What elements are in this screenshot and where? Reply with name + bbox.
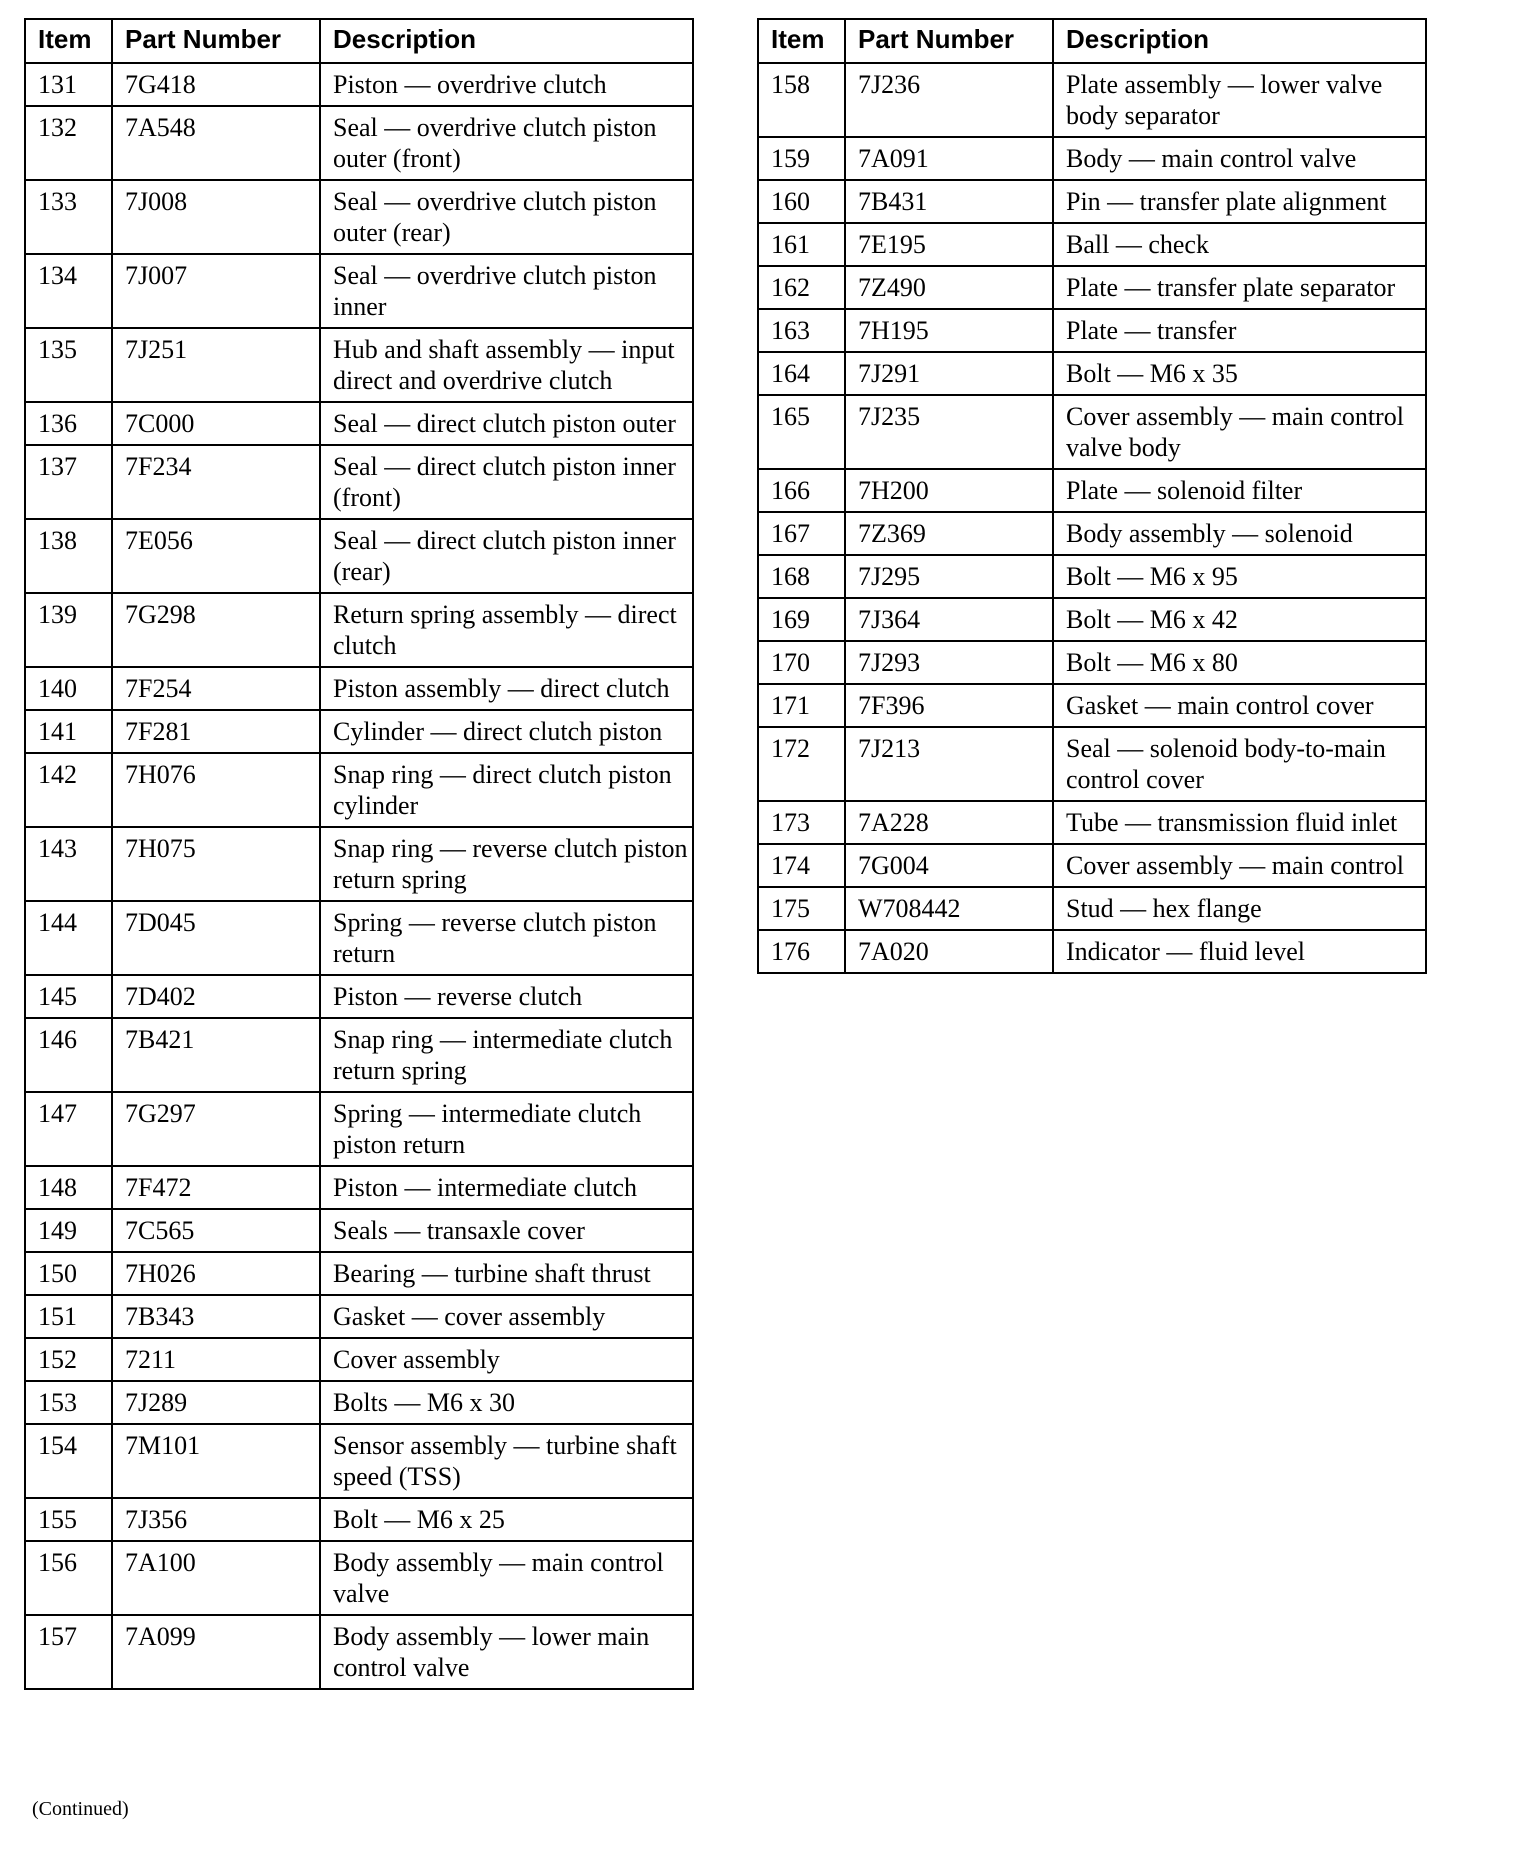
table-row	[25, 1092, 693, 1166]
part-number-cell: 7C565	[112, 1209, 320, 1252]
table-row	[758, 684, 1426, 727]
part-number-cell: 7F281	[112, 710, 320, 753]
part-number-cell: 7C000	[112, 402, 320, 445]
item-cell: 160	[758, 180, 845, 223]
description-cell: Tube — transmission fluid inlet	[1053, 801, 1426, 844]
description-cell: Gasket — cover assembly	[320, 1295, 693, 1338]
part-number-cell: 7G004	[845, 844, 1053, 887]
part-number-column-header: Part Number	[112, 19, 320, 63]
description-cell: Bearing — turbine shaft thrust	[320, 1252, 693, 1295]
continued-note: (Continued)	[32, 1798, 129, 1820]
description-cell: Body assembly — main control valve	[320, 1541, 693, 1615]
table-row	[25, 402, 693, 445]
part-number-cell: 7211	[112, 1338, 320, 1381]
part-number-cell: 7F234	[112, 445, 320, 519]
description-cell: Snap ring — direct clutch piston cylinder	[320, 753, 693, 827]
table-row	[25, 753, 693, 827]
description-cell: Plate — solenoid filter	[1053, 469, 1426, 512]
part-number-cell: 7J291	[845, 352, 1053, 395]
description-cell: Seal — direct clutch piston inner (front)	[320, 445, 693, 519]
item-cell: 147	[25, 1092, 112, 1166]
table-row	[758, 727, 1426, 801]
table-row	[758, 309, 1426, 352]
item-cell: 169	[758, 598, 845, 641]
item-column-header: Item	[758, 19, 845, 63]
table-row	[758, 469, 1426, 512]
description-cell: Bolt — M6 x 80	[1053, 641, 1426, 684]
item-cell: 149	[25, 1209, 112, 1252]
part-number-cell: 7J235	[845, 395, 1053, 469]
item-cell: 172	[758, 727, 845, 801]
item-cell: 133	[25, 180, 112, 254]
part-number-cell: 7F254	[112, 667, 320, 710]
description-cell: Plate assembly — lower valve body separator	[1053, 63, 1426, 137]
item-cell: 162	[758, 266, 845, 309]
table-row	[25, 827, 693, 901]
part-number-cell: 7H026	[112, 1252, 320, 1295]
item-cell: 161	[758, 223, 845, 266]
description-column-header: Description	[320, 19, 693, 63]
table-row	[25, 710, 693, 753]
table-row	[25, 975, 693, 1018]
table-row	[25, 1381, 693, 1424]
description-cell: Body assembly — lower main control valve	[320, 1615, 693, 1689]
table-row	[758, 887, 1426, 930]
description-cell: Seal — direct clutch piston outer	[320, 402, 693, 445]
item-cell: 138	[25, 519, 112, 593]
item-cell: 157	[25, 1615, 112, 1689]
item-column-header: Item	[25, 19, 112, 63]
item-cell: 143	[25, 827, 112, 901]
part-number-cell: 7J008	[112, 180, 320, 254]
part-number-cell: 7Z369	[845, 512, 1053, 555]
description-column-header: Description	[1053, 19, 1426, 63]
description-cell: Plate — transfer	[1053, 309, 1426, 352]
table-row	[25, 1541, 693, 1615]
table-row	[758, 180, 1426, 223]
part-number-cell: 7J236	[845, 63, 1053, 137]
part-number-cell: 7F472	[112, 1166, 320, 1209]
description-cell: Bolt — M6 x 42	[1053, 598, 1426, 641]
item-cell: 155	[25, 1498, 112, 1541]
description-cell: Return spring assembly — direct clutch	[320, 593, 693, 667]
part-number-cell: 7D045	[112, 901, 320, 975]
part-number-cell: 7B343	[112, 1295, 320, 1338]
item-cell: 150	[25, 1252, 112, 1295]
item-cell: 164	[758, 352, 845, 395]
description-cell: Cylinder — direct clutch piston	[320, 710, 693, 753]
part-number-cell: W708442	[845, 887, 1053, 930]
table-row	[25, 106, 693, 180]
part-number-cell: 7J364	[845, 598, 1053, 641]
description-cell: Ball — check	[1053, 223, 1426, 266]
table-row	[758, 598, 1426, 641]
table-row	[758, 801, 1426, 844]
table-row	[758, 63, 1426, 137]
description-cell: Hub and shaft assembly — input direct and overdrive clutch	[320, 328, 693, 402]
item-cell: 146	[25, 1018, 112, 1092]
part-number-cell: 7G418	[112, 63, 320, 106]
table-header-row	[758, 19, 1426, 63]
table-row	[758, 137, 1426, 180]
table-row	[25, 593, 693, 667]
part-number-cell: 7E056	[112, 519, 320, 593]
part-number-cell: 7H075	[112, 827, 320, 901]
description-cell: Seal — overdrive clutch piston inner	[320, 254, 693, 328]
description-cell: Cover assembly	[320, 1338, 693, 1381]
item-cell: 175	[758, 887, 845, 930]
part-number-cell: 7D402	[112, 975, 320, 1018]
part-number-cell: 7M101	[112, 1424, 320, 1498]
item-cell: 154	[25, 1424, 112, 1498]
item-cell: 167	[758, 512, 845, 555]
table-row	[25, 254, 693, 328]
parts-table-left-body	[25, 63, 693, 1689]
part-number-cell: 7Z490	[845, 266, 1053, 309]
item-cell: 141	[25, 710, 112, 753]
table-row	[25, 1209, 693, 1252]
item-cell: 166	[758, 469, 845, 512]
table-row	[25, 1615, 693, 1689]
table-row	[25, 445, 693, 519]
description-cell: Seal — overdrive clutch piston outer (front)	[320, 106, 693, 180]
part-number-column-header: Part Number	[845, 19, 1053, 63]
item-cell: 158	[758, 63, 845, 137]
part-number-cell: 7A548	[112, 106, 320, 180]
item-cell: 142	[25, 753, 112, 827]
table-row	[25, 1295, 693, 1338]
part-number-cell: 7G297	[112, 1092, 320, 1166]
description-cell: Stud — hex flange	[1053, 887, 1426, 930]
part-number-cell: 7A020	[845, 930, 1053, 973]
item-cell: 173	[758, 801, 845, 844]
table-row	[25, 1424, 693, 1498]
item-cell: 153	[25, 1381, 112, 1424]
description-cell: Bolt — M6 x 25	[320, 1498, 693, 1541]
description-cell: Piston — intermediate clutch	[320, 1166, 693, 1209]
parts-table-right	[757, 18, 1427, 974]
description-cell: Seal — overdrive clutch piston outer (rear)	[320, 180, 693, 254]
description-cell: Spring — reverse clutch piston return	[320, 901, 693, 975]
description-cell: Cover assembly — main control	[1053, 844, 1426, 887]
item-cell: 148	[25, 1166, 112, 1209]
description-cell: Spring — intermediate clutch piston return	[320, 1092, 693, 1166]
part-number-cell: 7A099	[112, 1615, 320, 1689]
table-row	[758, 512, 1426, 555]
description-cell: Bolt — M6 x 35	[1053, 352, 1426, 395]
item-cell: 168	[758, 555, 845, 598]
part-number-cell: 7J356	[112, 1498, 320, 1541]
item-cell: 136	[25, 402, 112, 445]
part-number-cell: 7E195	[845, 223, 1053, 266]
part-number-cell: 7F396	[845, 684, 1053, 727]
description-cell: Seal — direct clutch piston inner (rear)	[320, 519, 693, 593]
item-cell: 135	[25, 328, 112, 402]
description-cell: Body assembly — solenoid	[1053, 512, 1426, 555]
table-row	[758, 641, 1426, 684]
item-cell: 171	[758, 684, 845, 727]
item-cell: 144	[25, 901, 112, 975]
description-cell: Body — main control valve	[1053, 137, 1426, 180]
description-cell: Sensor assembly — turbine shaft speed (TSS)	[320, 1424, 693, 1498]
description-cell: Indicator — fluid level	[1053, 930, 1426, 973]
table-row	[25, 667, 693, 710]
item-cell: 132	[25, 106, 112, 180]
table-header-row	[25, 19, 693, 63]
item-cell: 170	[758, 641, 845, 684]
parts-table-left	[24, 18, 694, 1690]
item-cell: 174	[758, 844, 845, 887]
table-row	[25, 180, 693, 254]
item-cell: 140	[25, 667, 112, 710]
description-cell: Bolts — M6 x 30	[320, 1381, 693, 1424]
part-number-cell: 7A091	[845, 137, 1053, 180]
item-cell: 176	[758, 930, 845, 973]
table-row	[25, 63, 693, 106]
part-number-cell: 7J289	[112, 1381, 320, 1424]
part-number-cell: 7J295	[845, 555, 1053, 598]
part-number-cell: 7J293	[845, 641, 1053, 684]
part-number-cell: 7B431	[845, 180, 1053, 223]
table-row	[25, 1498, 693, 1541]
table-row	[25, 1018, 693, 1092]
table-row	[25, 519, 693, 593]
item-cell: 134	[25, 254, 112, 328]
part-number-cell: 7J251	[112, 328, 320, 402]
item-cell: 151	[25, 1295, 112, 1338]
table-row	[758, 266, 1426, 309]
item-cell: 165	[758, 395, 845, 469]
part-number-cell: 7H076	[112, 753, 320, 827]
table-row	[25, 328, 693, 402]
part-number-cell: 7J007	[112, 254, 320, 328]
part-number-cell: 7A100	[112, 1541, 320, 1615]
item-cell: 152	[25, 1338, 112, 1381]
table-row	[25, 1166, 693, 1209]
part-number-cell: 7H195	[845, 309, 1053, 352]
description-cell: Plate — transfer plate separator	[1053, 266, 1426, 309]
part-number-cell: 7A228	[845, 801, 1053, 844]
description-cell: Pin — transfer plate alignment	[1053, 180, 1426, 223]
table-row	[758, 223, 1426, 266]
description-cell: Bolt — M6 x 95	[1053, 555, 1426, 598]
item-cell: 137	[25, 445, 112, 519]
part-number-cell: 7J213	[845, 727, 1053, 801]
description-cell: Snap ring — reverse clutch piston return spring	[320, 827, 693, 901]
item-cell: 139	[25, 593, 112, 667]
table-row	[25, 1252, 693, 1295]
description-cell: Piston — overdrive clutch	[320, 63, 693, 106]
part-number-cell: 7H200	[845, 469, 1053, 512]
description-cell: Cover assembly — main control valve body	[1053, 395, 1426, 469]
description-cell: Piston assembly — direct clutch	[320, 667, 693, 710]
table-row	[758, 930, 1426, 973]
item-cell: 131	[25, 63, 112, 106]
description-cell: Piston — reverse clutch	[320, 975, 693, 1018]
part-number-cell: 7B421	[112, 1018, 320, 1092]
part-number-cell: 7G298	[112, 593, 320, 667]
item-cell: 145	[25, 975, 112, 1018]
description-cell: Snap ring — intermediate clutch return spring	[320, 1018, 693, 1092]
table-row	[758, 844, 1426, 887]
table-row	[25, 901, 693, 975]
item-cell: 156	[25, 1541, 112, 1615]
description-cell: Gasket — main control cover	[1053, 684, 1426, 727]
description-cell: Seal — solenoid body-to-main control cover	[1053, 727, 1426, 801]
item-cell: 159	[758, 137, 845, 180]
table-row	[758, 555, 1426, 598]
description-cell: Seals — transaxle cover	[320, 1209, 693, 1252]
parts-table-right-body	[758, 63, 1426, 973]
table-row	[25, 1338, 693, 1381]
table-row	[758, 395, 1426, 469]
table-row	[758, 352, 1426, 395]
item-cell: 163	[758, 309, 845, 352]
